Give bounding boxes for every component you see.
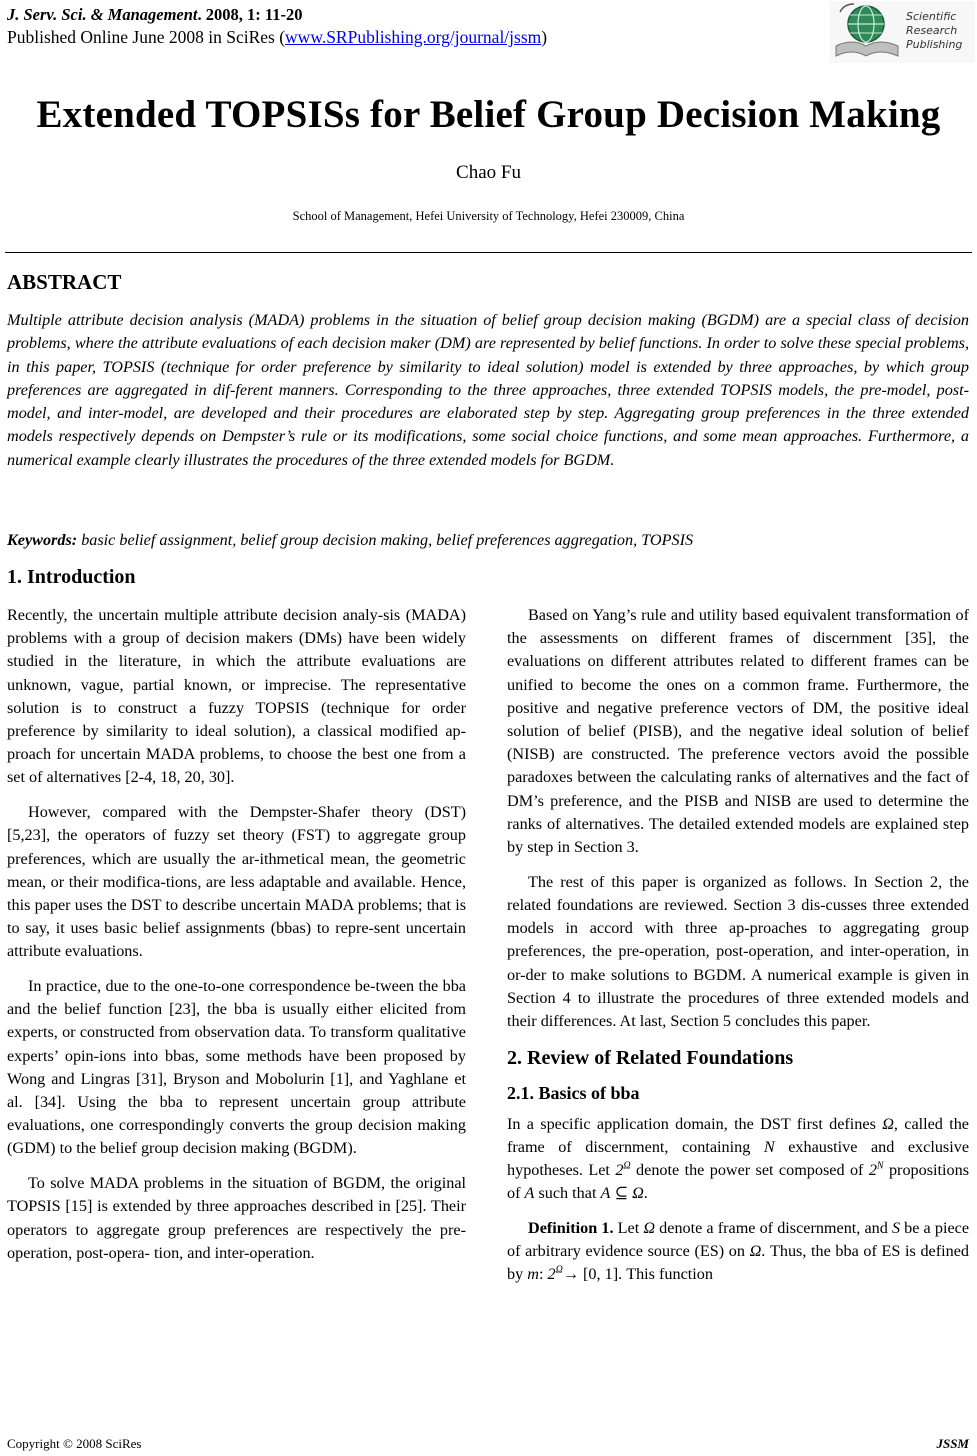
logo-line-2: Research xyxy=(906,24,958,37)
header-divider xyxy=(5,252,972,253)
bba-paragraph: In a specific application domain, the DST first defines Ω, called the frame of discernment, containing N exhaustive and exclusive hypotheses. Let $2^\Omega$ denote the power set composed of $2^N$ propositions of A such that A ⊆ Ω. xyxy=(507,1114,970,1203)
intro-paragraph-6: The rest of this paper is organized as follows. In Section 2, the related foundations are reviewed. Section 3 dis-cusses three extended models in accord with three ap-proaches to aggregating group preferences, the pre-operation, post-operation, and inter-operation, in or-der to make solutions to BGDM. A numerical example is given in Section 4 to illustrate the procedures of three extended models and their differences. At last, Section 5 concludes this paper. xyxy=(507,872,969,1030)
publisher-logo-text xyxy=(906,10,962,52)
abstract-text: Multiple attribute decision analysis (MADA) problems in the situation of belief group decision making (BGDM) are a special class of decision problems, where the attribute evaluations of each decision maker (DM) are represented by belief functions. In order to solve these special problems, in this paper, TOPSIS (technique for order preference by similarity to ideal solution) model is extended by three approaches, by which group preferences are aggregated in dif-ferent manners. Corresponding to the three approaches, three extended TOPSIS models, the pre-model, post-model, and inter-model, are developed and their procedures are elaborated step by step. Aggregating group preferences in the three extended models respectively depends on Dempster’s rule or its modifications, some social choice functions, and some mean approaches. Furthermore, a numerical example clearly illustrates the procedures of the three extended models for BGDM. xyxy=(7,311,969,469)
definition-1-paragraph: Definition 1. Let Ω denote a frame of discernment, and S be a piece of arbitrary evidence source (ES) on Ω. Thus, the bba of ES is defined by m: $2^\Omega\to [0$, 1]. This function xyxy=(507,1218,970,1284)
footer-copyright: Copyright © 2008 SciRes xyxy=(7,1436,142,1451)
intro-paragraph-5: Based on Yang’s rule and utility based equivalent transformation of the assessments on different frames of discernment [35], the evaluations on different attributes related to different frames can be unified to become the ones on a common frame. Furthermore, the positive and negative preference vectors of DM, the positive ideal solution of belief (PISB), and the negative ideal solution of belief (NISB) are constructed. The preference vectors avoid the possible paradoxes between the calculating ranks of alternatives and the fact of DM’s preference, and the PISB and NISB are used to determine the ranks of alternatives. The detailed extended models are explained step by step in Section 3. xyxy=(507,606,969,857)
paper-title: Extended TOPSISs for Belief Group Decision Making xyxy=(36,93,941,136)
publication-prefix: Published Online June 2008 in SciRes ( xyxy=(7,27,286,47)
footer-journal-abbr: JSSM xyxy=(936,1436,969,1451)
journal-link[interactable]: www.SRPublishing.org/journal/jssm xyxy=(285,27,542,47)
subsection-2-1-heading: 2.1. Basics of bba xyxy=(507,1082,640,1103)
intro-paragraph-4: To solve MADA problems in the situation of BGDM, the original TOPSIS [15] is extended by three approaches described in [25]. Their operators to aggregate group preferences are respectively the pre-operation, post-opera- tion, and inter-operation. xyxy=(7,1174,466,1262)
journal-header xyxy=(7,5,302,25)
keywords-line: Keywords: basic belief assignment, belief group decision making, belief preferences aggregation, TOPSIS xyxy=(7,531,694,549)
intro-paragraph-3: In practice, due to the one-to-one correspondence be-tween the bba and the belief function [23], the bba is usually either elicited from experts, or constructed from observation data. To transform qualitative experts’ opin-ions into bbas, some methods have been proposed by Wong and Lingras [31], Bryson and Mobolurin [1], and Yaghlane et al. [34]. Using the bba to represent uncertain group attribute evaluations, one correspondingly converts the group decision making (GDM) to the belief group decision making (BGDM). xyxy=(7,977,466,1158)
intro-heading: 1. Introduction xyxy=(7,566,136,588)
publication-suffix: ) xyxy=(541,27,548,47)
definition-label: Definition 1. xyxy=(528,1218,614,1237)
right-column xyxy=(507,604,969,1298)
logo-line-3: Publishing xyxy=(906,38,963,51)
section2-heading: 2. Review of Related Foundations xyxy=(507,1046,794,1069)
intro-paragraph-1: Recently, the uncertain multiple attribute decision analy-sis (MADA) problems with a group of decision makers (DMs) have been widely studied in the literature, in which the attribute evaluations are unknown, vague, partial known, or imprecise. The representative solution is to construct a fuzzy TOPSIS (technique for order preference by similarity to ideal solution), a classical modified ap-proach for uncertain MADA problems, to choose the best one from a set of alternatives [2-4, 18, 20, 30]. xyxy=(7,606,466,787)
abstract-heading: ABSTRACT xyxy=(7,270,122,294)
keywords-text: basic belief assignment, belief group decision making, belief preferences aggregation, TOPSIS xyxy=(81,531,694,549)
paper-affiliation: School of Management, Hefei University of Technology, Hefei 230009, China xyxy=(292,209,685,223)
journal-name: J. Serv. Sci. & Management xyxy=(7,5,198,24)
paper-author: Chao Fu xyxy=(456,162,521,183)
keywords-label: Keywords xyxy=(7,531,72,549)
publication-line xyxy=(7,27,547,48)
intro-paragraph-2: However, compared with the Dempster-Shafer theory (DST) [5,23], the operators of fuzzy set theory (FST) to aggregate group preferences, which are usually the ar-ithmetical mean, the geometric mean, or their modifica-tions, are less adaptable and available. Hence, this paper uses the DST to describe uncertain MADA problems; that is to say, it uses basic belief assignments (bbas) to repre-sent uncertain attribute evaluations. xyxy=(7,803,466,961)
journal-info: . 2008, 1: 11-20 xyxy=(197,5,303,24)
logo-line-1: Scientific xyxy=(906,10,957,23)
left-column xyxy=(7,604,466,1276)
